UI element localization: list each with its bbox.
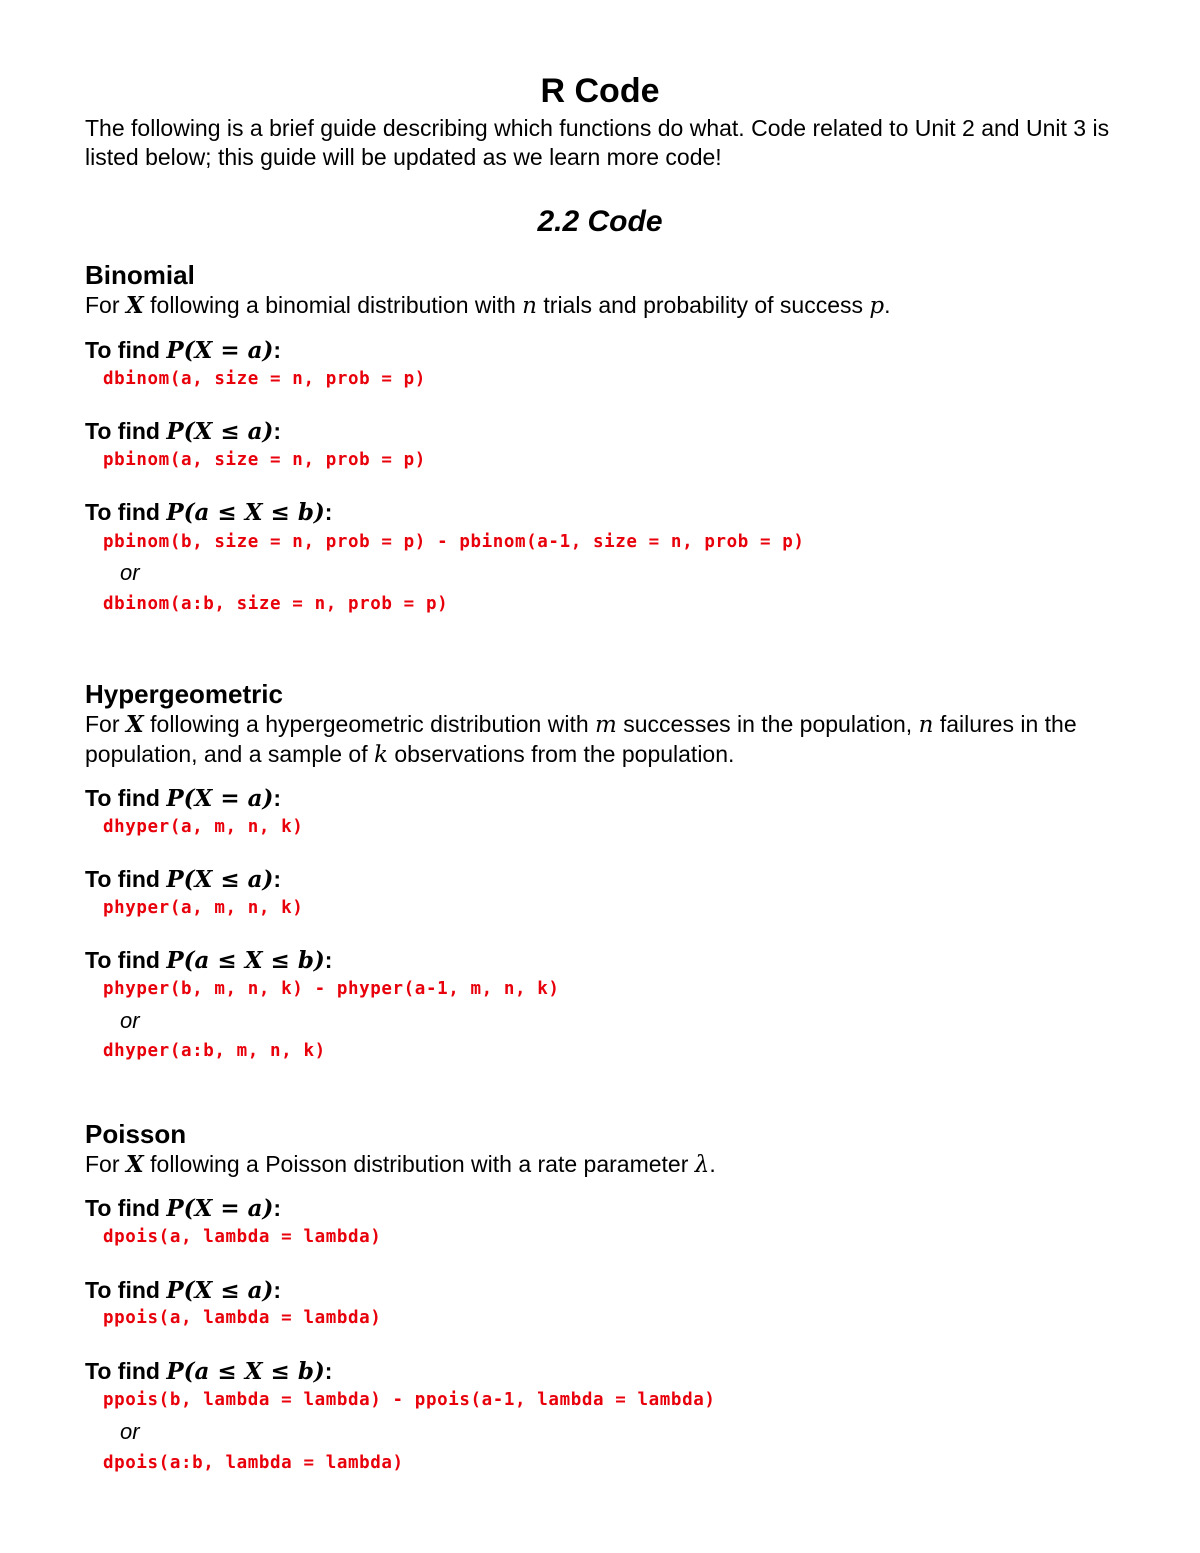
hypergeometric-code-range-sum: dhyper(a:b, m, n, k) <box>103 1041 326 1061</box>
hypergeometric-code-eq: dhyper(a, m, n, k) <box>103 817 304 837</box>
binomial-find-eq: To find P(X = a): <box>85 337 282 364</box>
binomial-or: or <box>120 560 140 585</box>
intro-paragraph: The following is a brief guide describing which functions do what. Code related to Unit 2 and Unit 3 is listed below; this guide will be updated as we learn more code! <box>85 115 1110 170</box>
binomial-code-range-sum: dbinom(a:b, size = n, prob = p) <box>103 594 449 614</box>
hypergeometric-find-eq: To find P(X = a): <box>85 785 282 812</box>
binomial-heading: Binomial <box>85 260 195 290</box>
poisson-code-range-sum: dpois(a:b, lambda = lambda) <box>103 1453 404 1473</box>
poisson-code-le: ppois(a, lambda = lambda) <box>103 1308 382 1328</box>
binomial-code-range-diff: pbinom(b, size = n, prob = p) - pbinom(a-1, size = n, prob = p) <box>103 532 805 552</box>
hypergeometric-find-le: To find P(X ≤ a): <box>85 866 282 893</box>
hypergeometric-or: or <box>120 1008 140 1033</box>
hypergeometric-description: For X following a hypergeometric distribution with m successes in the population, n failures in the population, and a sample of k observations from the population. <box>85 711 1077 768</box>
page-title: R Code <box>540 72 660 110</box>
poisson-description: For X following a Poisson distribution with a rate parameter λ. <box>85 1151 716 1178</box>
poisson-heading: Poisson <box>85 1119 187 1149</box>
hypergeometric-code-range-diff: phyper(b, m, n, k) - phyper(a-1, m, n, k) <box>103 979 560 999</box>
binomial-find-le: To find P(X ≤ a): <box>85 418 282 445</box>
binomial-code-le: pbinom(a, size = n, prob = p) <box>103 450 426 470</box>
binomial-description: For X following a binomial distribution with n trials and probability of success p. <box>85 292 891 319</box>
poisson-code-range-diff: ppois(b, lambda = lambda) - ppois(a-1, lambda = lambda) <box>103 1390 716 1410</box>
hypergeometric-find-range: To find P(a ≤ X ≤ b): <box>85 947 333 974</box>
hypergeometric-code-le: phyper(a, m, n, k) <box>103 898 304 918</box>
hypergeometric-heading: Hypergeometric <box>85 679 283 709</box>
poisson-find-le: To find P(X ≤ a): <box>85 1277 282 1304</box>
binomial-code-eq: dbinom(a, size = n, prob = p) <box>103 369 426 389</box>
poisson-find-eq: To find P(X = a): <box>85 1195 282 1222</box>
binomial-find-range: To find P(a ≤ X ≤ b): <box>85 499 333 526</box>
section-title: 2.2 Code <box>537 205 663 238</box>
poisson-find-range: To find P(a ≤ X ≤ b): <box>85 1358 333 1385</box>
poisson-or: or <box>120 1419 140 1444</box>
poisson-code-eq: dpois(a, lambda = lambda) <box>103 1227 382 1247</box>
